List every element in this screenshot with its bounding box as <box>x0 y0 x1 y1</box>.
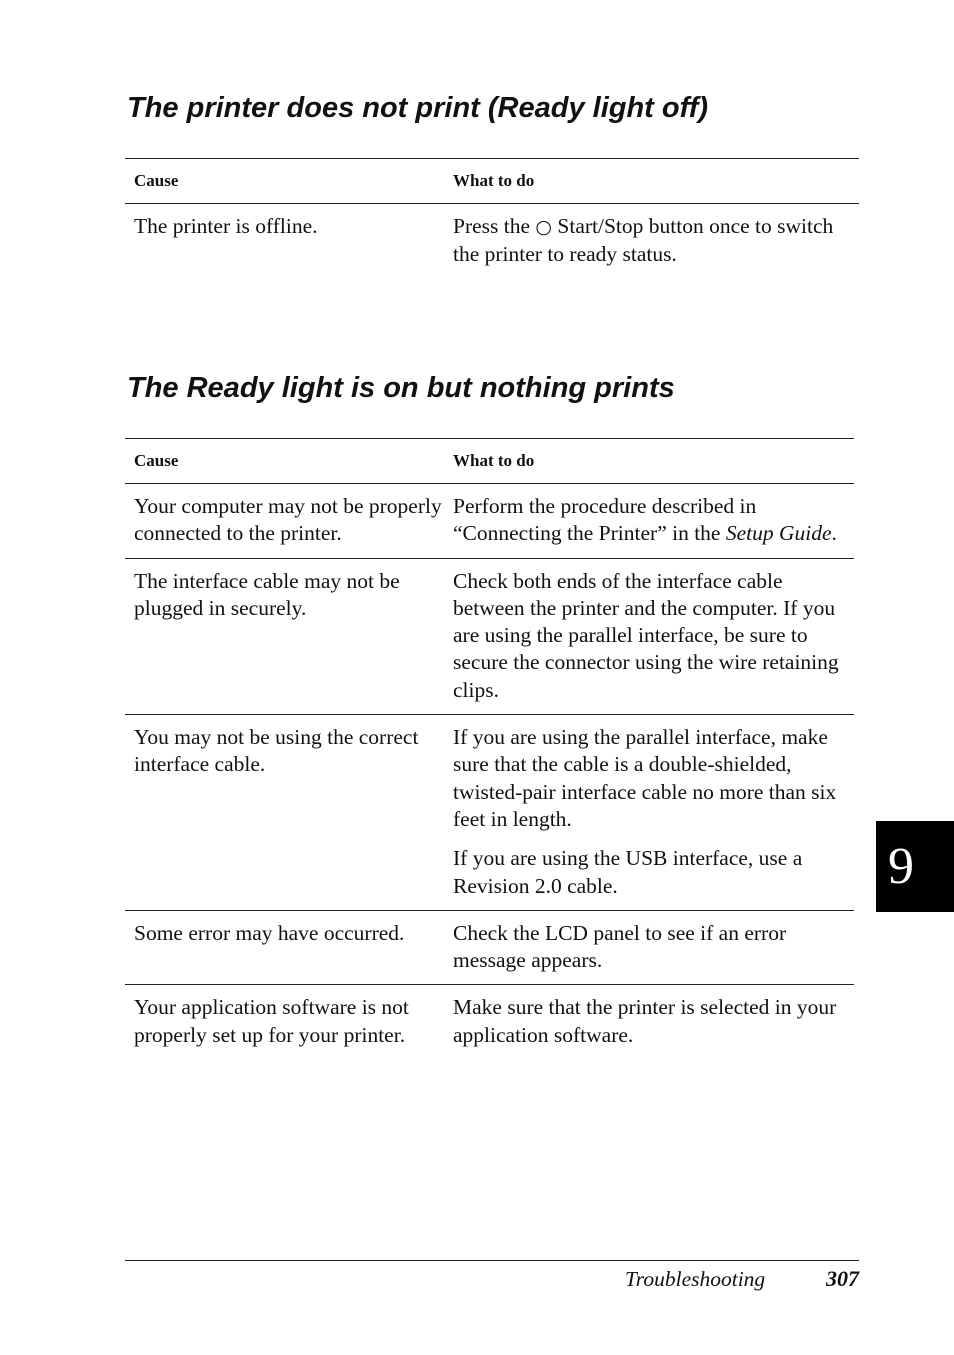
table-header-row <box>125 439 854 484</box>
what-to-do-cell: Check both ends of the interface cable between the printer and the computer. If you are using the parallel interface, be sure to secure the connector using the wire retaining clips. <box>453 558 854 714</box>
start-stop-button-icon: ○ <box>535 216 553 238</box>
what-to-do-cell: Make sure that the printer is selected in your application software. <box>453 995 837 1047</box>
footer-section-name: Troubleshooting <box>625 1267 766 1291</box>
cause-cell: The printer is offline. <box>134 214 318 238</box>
what-to-do-cell <box>453 204 859 279</box>
what-to-do-cell: Check the LCD panel to see if an error message appears. <box>453 910 854 985</box>
column-header-what-to-do: What to do <box>453 159 859 204</box>
troubleshooting-table-nothing-prints <box>125 438 854 1059</box>
what-to-do-cell <box>453 484 854 559</box>
table-row <box>125 558 854 714</box>
table-row <box>125 715 854 911</box>
column-header-cause: Cause <box>125 439 453 484</box>
setup-guide-reference: Setup Guide <box>725 521 832 546</box>
table-row <box>125 985 854 1059</box>
cause-cell: The interface cable may not be plugged in securely. <box>125 558 453 714</box>
action-text: Press the <box>453 214 536 238</box>
table-row <box>125 484 854 559</box>
column-header-what-to-do: What to do <box>453 439 854 484</box>
section-title-nothing-prints: The Ready light is on but nothing prints <box>127 372 675 404</box>
action-text: . <box>831 521 837 546</box>
action-paragraph: If you are using the parallel interface, make sure that the cable is a double-shielded, twisted-pair interface cable no more than six feet in length. <box>453 725 837 831</box>
cause-cell: You may not be using the correct interface cable. <box>125 715 453 911</box>
cause-cell: Your computer may not be properly connected to the printer. <box>125 484 453 559</box>
table-row <box>125 910 854 985</box>
troubleshooting-table-ready-light-off <box>125 158 859 279</box>
action-text: Perform the procedure described in “Connecting the Printer” in the <box>453 494 757 546</box>
cause-cell: Your application software is not properly set up for your printer. <box>134 995 409 1047</box>
action-paragraph: If you are using the USB interface, use a Revision 2.0 cable. <box>453 846 803 898</box>
footer-divider <box>125 1260 859 1261</box>
action-text: Start/Stop button once to switch the printer to ready status. <box>453 214 834 267</box>
table-header-row <box>125 159 859 204</box>
column-header-cause: Cause <box>125 159 453 204</box>
chapter-tab: 9 <box>876 821 954 912</box>
section-title-ready-light-off: The printer does not print (Ready light off) <box>127 92 709 124</box>
table-row <box>125 204 859 279</box>
cause-cell: Some error may have occurred. <box>125 910 453 985</box>
page-number: 307 <box>826 1266 859 1291</box>
what-to-do-cell <box>453 715 854 911</box>
